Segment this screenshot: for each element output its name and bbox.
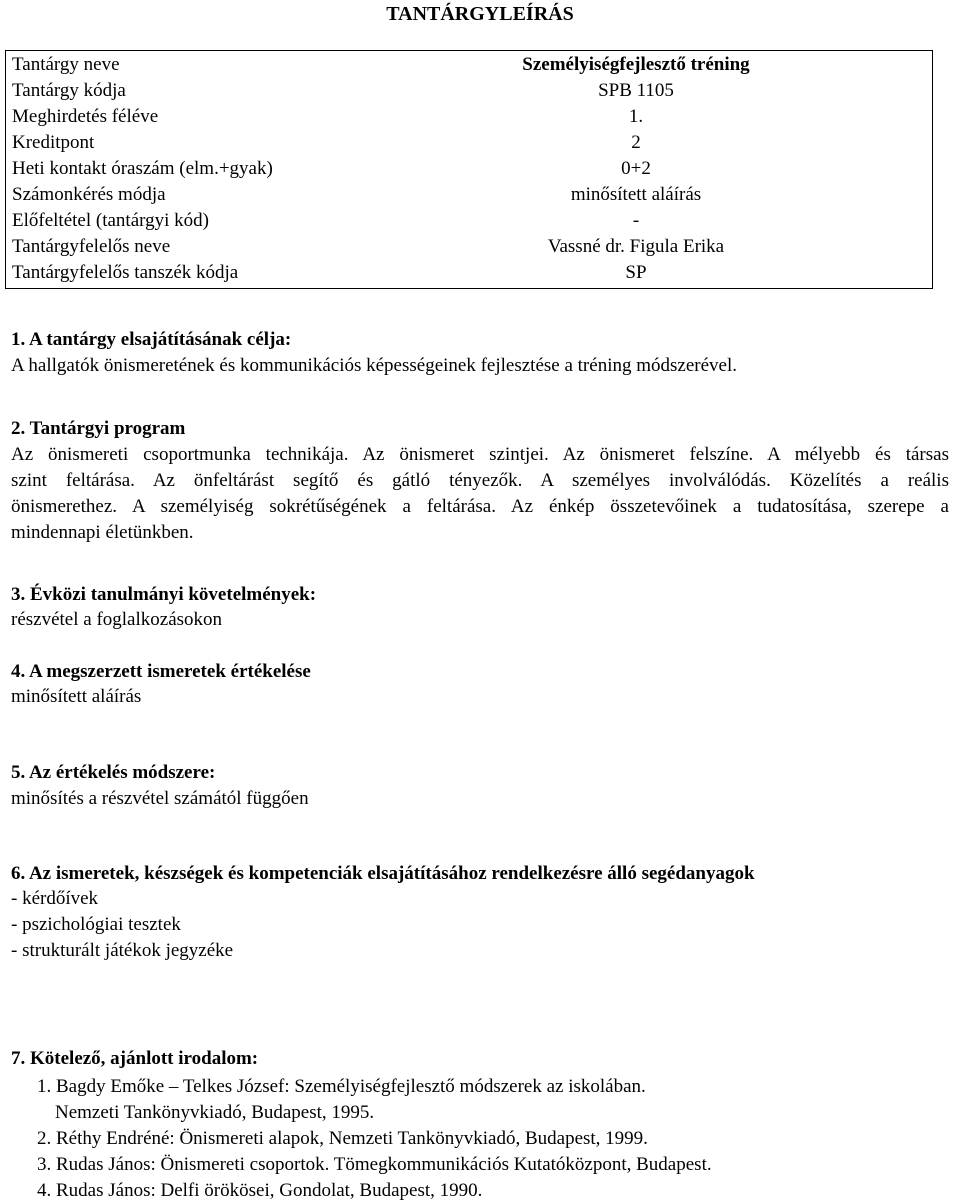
section-4-heading: 4. A megszerzett ismeretek értékelése (11, 661, 311, 682)
info-value: 0+2 (621, 158, 651, 179)
info-row-assessment (6, 182, 932, 208)
info-row-semester (6, 104, 932, 130)
section-2-line: szint feltárása. Az önfeltárást segítő és gátló tényezők. A személyes involválódás. Közelítés a reális (11, 470, 949, 491)
materials-list-item: - kérdőívek (11, 888, 99, 909)
reference-item: 2. Réthy Endréné: Önismereti alapok, Nemzeti Tankönyvkiadó, Budapest, 1999. (37, 1128, 648, 1149)
info-label: Számonkérés módja (12, 184, 166, 205)
section-5-text: minősítés a részvétel számától függően (11, 788, 309, 809)
info-label: Előfeltétel (tantárgyi kód) (12, 210, 209, 231)
section-2-heading: 2. Tantárgyi program (11, 418, 186, 439)
materials-list-item: - pszichológiai tesztek (11, 914, 181, 935)
info-label: Tantárgy neve (12, 54, 120, 75)
section-3-text: részvétel a foglalkozásokon (11, 609, 223, 630)
section-7-heading: 7. Kötelező, ajánlott irodalom: (11, 1048, 259, 1069)
course-info-table (5, 50, 933, 289)
info-row-department (6, 260, 932, 286)
reference-item: 3. Rudas János: Önismereti csoportok. Tömegkommunikációs Kutatóközpont, Budapest. (37, 1154, 712, 1175)
section-2-line: mindennapi életünkben. (11, 522, 194, 543)
section-1-text: A hallgatók önismeretének és kommunikációs képességeinek fejlesztése a tréning módszerével. (11, 355, 737, 376)
info-value: 2 (631, 132, 641, 153)
section-2-line: Az önismereti csoportmunka technikája. Az önismeret szintjei. Az önismeret felszíne. A mélyebb és társas (11, 444, 949, 465)
section-5-heading: 5. Az értékelés módszere: (11, 762, 216, 783)
info-value: SPB 1105 (598, 80, 674, 101)
info-label: Tantárgy kódja (12, 80, 126, 101)
info-row-course-name (6, 52, 932, 78)
info-row-weekly-hours (6, 156, 932, 182)
info-label: Heti kontakt óraszám (elm.+gyak) (12, 158, 273, 179)
info-label: Kreditpont (12, 132, 95, 153)
info-label: Meghirdetés féléve (12, 106, 159, 127)
reference-item: 1. Bagdy Emőke – Telkes József: Személyiségfejlesztő módszerek az iskolában. (37, 1076, 646, 1097)
section-4-text: minősített aláírás (11, 686, 142, 707)
info-value: SP (625, 262, 647, 283)
info-value: - (632, 210, 640, 231)
document-title: TANTÁRGYLEÍRÁS (386, 3, 574, 25)
section-1-heading: 1. A tantárgy elsajátításának célja: (11, 329, 292, 350)
reference-item: 4. Rudas János: Delfi örökösei, Gondolat, Budapest, 1990. (37, 1180, 483, 1201)
info-row-prerequisite (6, 208, 932, 234)
info-value: Személyiségfejlesztő tréning (522, 54, 750, 75)
section-2-line: önismerethez. A személyiség sokrétűségének a feltárása. Az énkép összetevőinek a tudatosítása, szerepe a (11, 496, 949, 517)
reference-item-continuation: Nemzeti Tankönyvkiadó, Budapest, 1995. (55, 1102, 375, 1123)
section-3-heading: 3. Évközi tanulmányi követelmények: (11, 584, 317, 605)
info-row-credits (6, 130, 932, 156)
section-6-heading: 6. Az ismeretek, készségek és kompetenciák elsajátításához rendelkezésre álló segédanyagok (11, 863, 755, 884)
info-label: Tantárgyfelelős tanszék kódja (12, 262, 239, 283)
info-label: Tantárgyfelelős neve (12, 236, 171, 257)
info-row-course-code (6, 78, 932, 104)
info-value: minősített aláírás (570, 184, 702, 205)
info-value: Vassné dr. Figula Erika (547, 236, 725, 257)
info-value: 1. (628, 106, 644, 127)
info-row-responsible (6, 234, 932, 260)
materials-list-item: - strukturált játékok jegyzéke (11, 940, 234, 961)
